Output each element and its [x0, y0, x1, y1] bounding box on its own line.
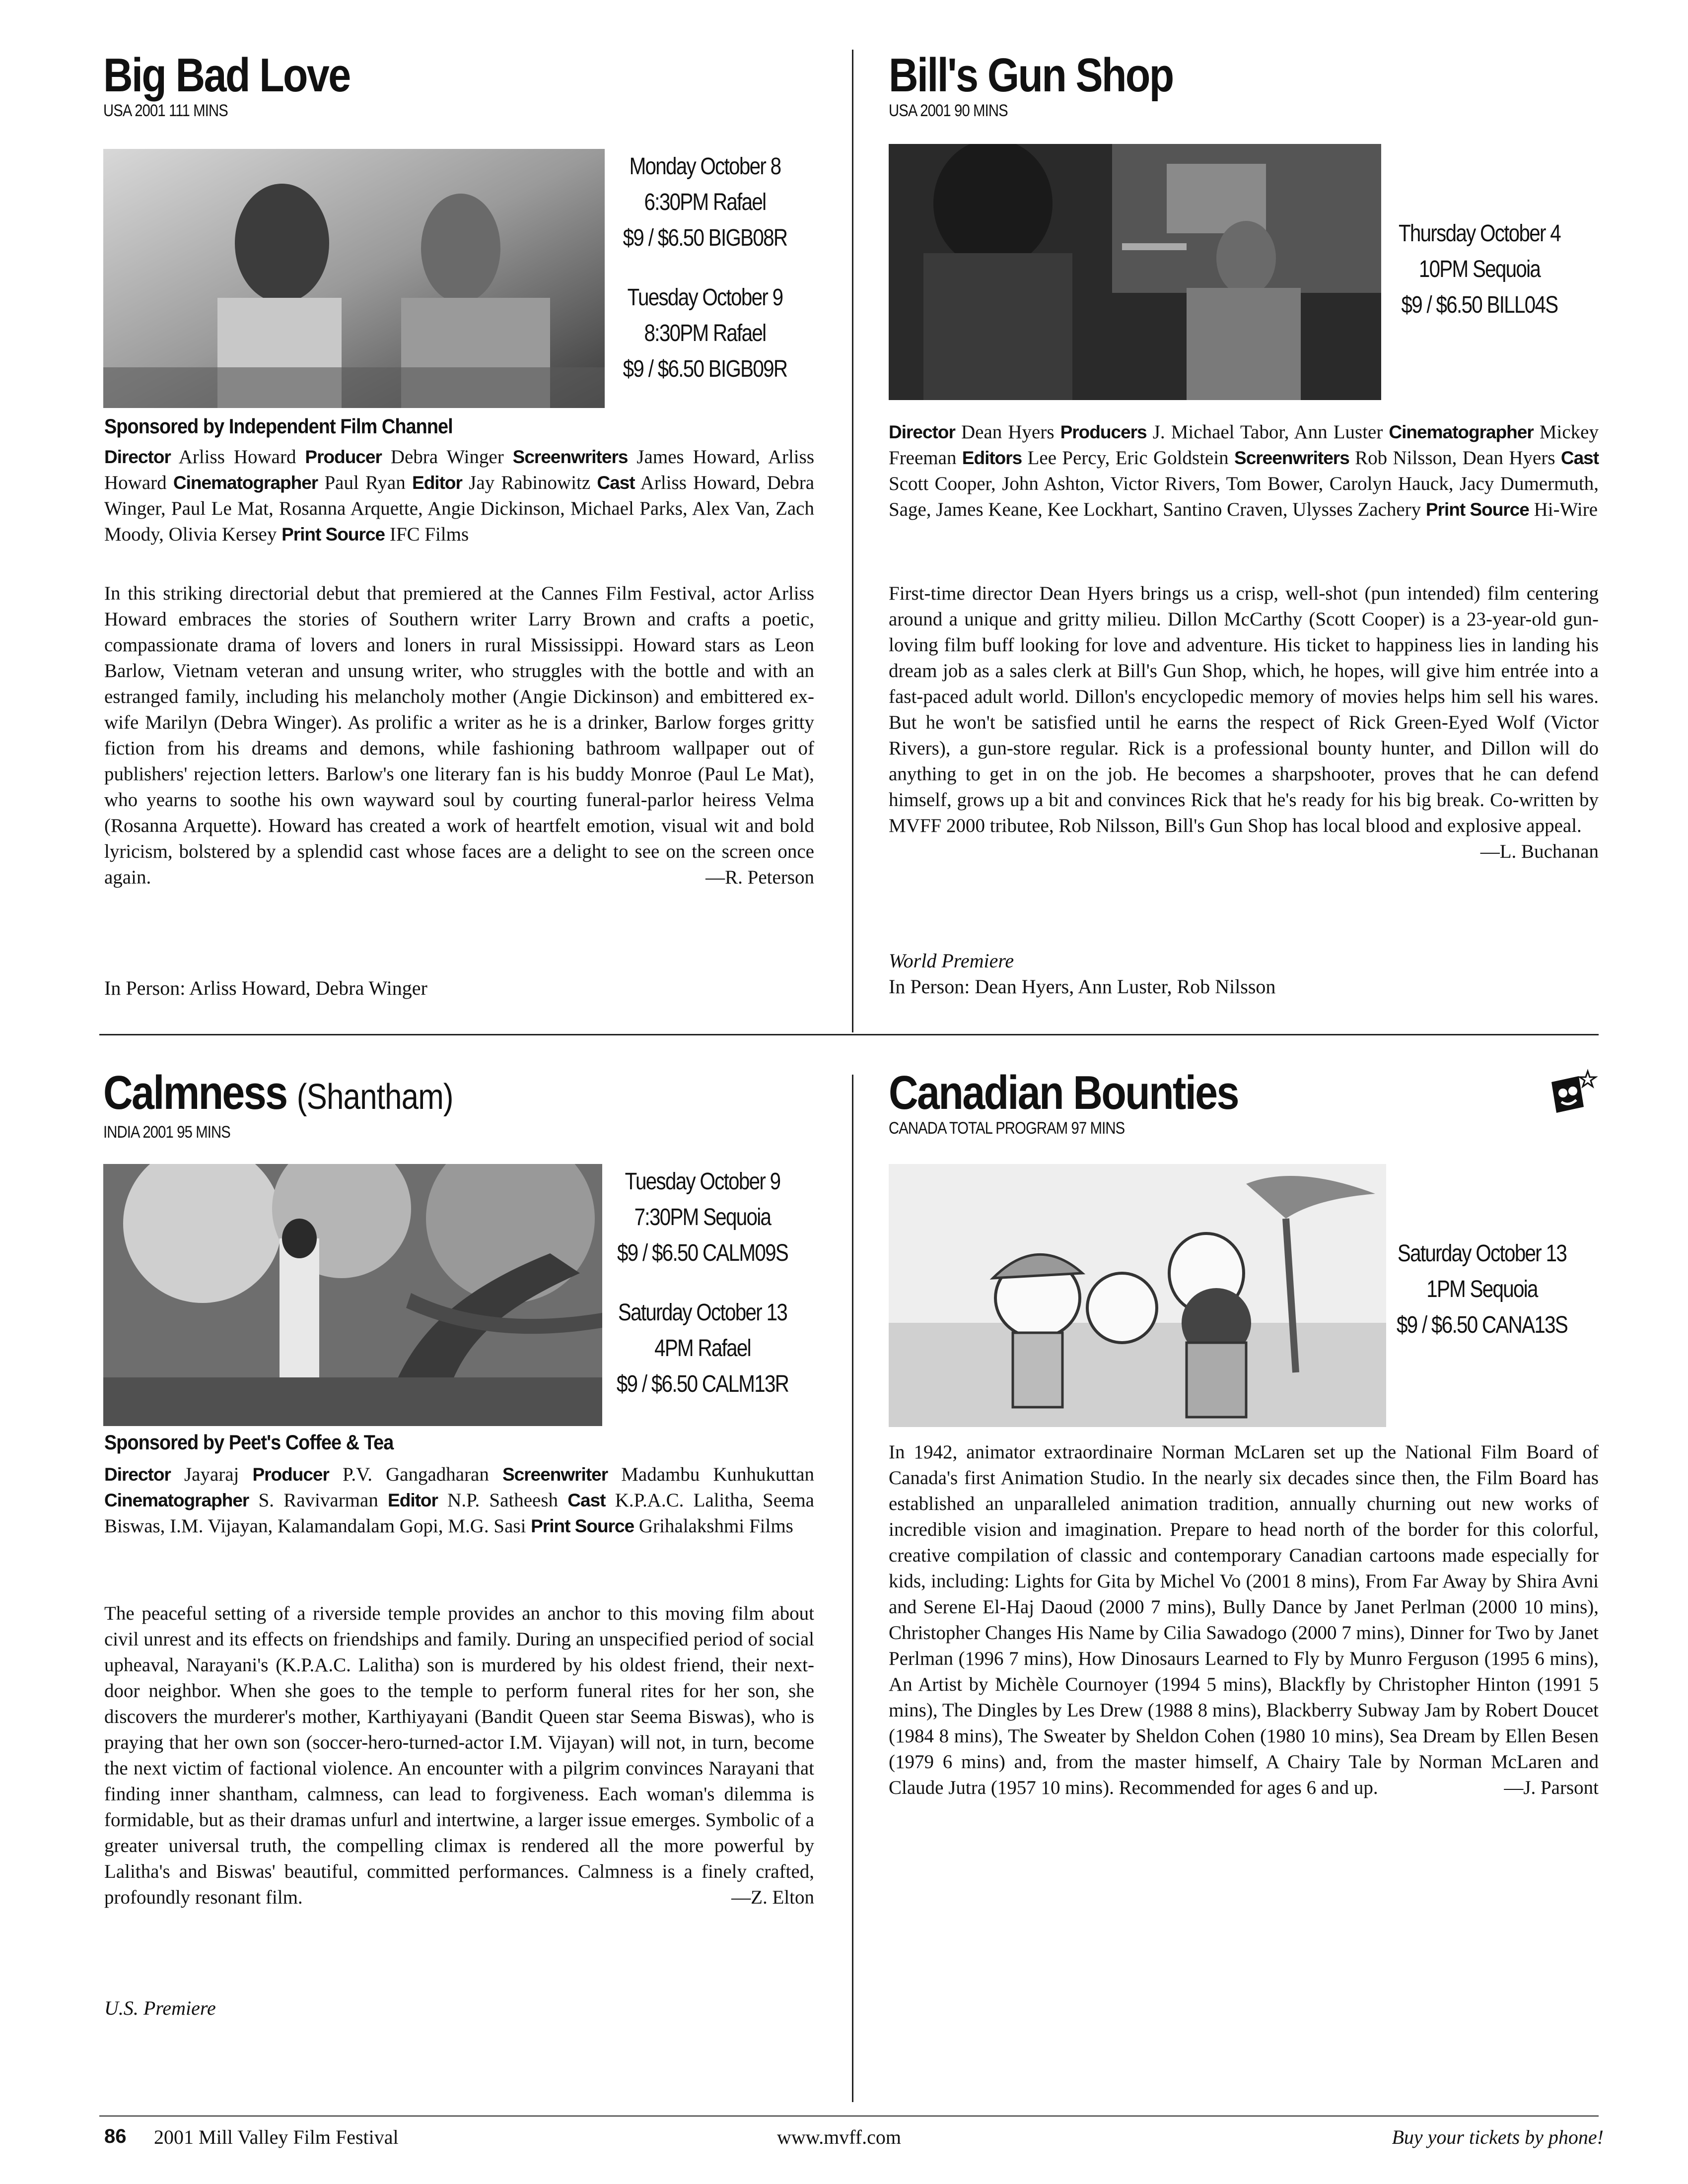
credit-names: N.P. Satheesh — [447, 1490, 559, 1511]
credit-role: Director — [104, 447, 171, 467]
showtime-time: 1PM Sequoia — [1426, 1276, 1538, 1302]
showtime-price: $9 / $6.50 CANA13S — [1396, 1312, 1568, 1338]
credit-role: Editors — [962, 448, 1022, 468]
synopsis-text: First-time director Dean Hyers brings us a crisp, well-shot (pun intended) film centering around a unique and gritty milieu. Dillon McCarthy (Scott Cooper) is a 23-year-old gun-loving film buff looking for love and adventure. His ticket to happiness lies in landing his dream job as a sales clerk at Bill's Gun Shop, which, he hopes, will give him entrée into a fast-paced adult world. Dillon's encyclopedic memory of movies helps him sell his wares. But he won't be satisfied until he earns the respect of Rick Green-Eyed Wolf (Victor Rivers), a gun-store regular. Rick is a professional bounty hunter, and Dillon will do anything to get in on the job. He becomes a sharpshooter, proves that he can defend himself, grows up a bit and convinces Rick that he's ready for his big break. Co-written by MVFF 2000 tributee, Rob Nilsson, Bill's Gun Shop has local blood and explosive appeal. — [889, 583, 1599, 836]
showtime-price: $9 / $6.50 BILL04S — [1401, 292, 1558, 318]
synopsis — [889, 581, 1599, 865]
credits — [889, 419, 1599, 523]
film-title: Canadian Bounties — [889, 1066, 1238, 1119]
showtime[interactable] — [1375, 1236, 1589, 1343]
showtimes — [1375, 1236, 1589, 1367]
showtime[interactable] — [593, 1164, 812, 1271]
credit-names: IFC Films — [389, 524, 469, 545]
credit-names: Jayaraj — [184, 1464, 239, 1485]
credits — [104, 444, 814, 547]
showtimes — [593, 1164, 812, 1426]
credit-role: Cinematographer — [1389, 422, 1534, 442]
festival-url[interactable]: www.mvff.com — [777, 2126, 901, 2148]
film-meta: CANADA TOTAL PROGRAM 97 MINS — [889, 1119, 1125, 1138]
credit-role: Cast — [567, 1490, 606, 1510]
film-meta: USA 2001 111 MINS — [103, 101, 228, 120]
showtimes — [596, 149, 814, 411]
credit-role: Print Source — [281, 524, 385, 545]
showtime-time: 6:30PM Rafael — [644, 189, 766, 215]
showtime[interactable] — [593, 1295, 812, 1402]
film-still — [889, 144, 1381, 400]
credit-role: Editor — [388, 1490, 438, 1510]
credit-names: Madambu Kunhukuttan — [621, 1464, 815, 1485]
credit-role: Cinematographer — [173, 473, 318, 493]
review-byline: —J. Parsont — [1504, 1777, 1599, 1798]
synopsis-text: In this striking directorial debut that premiered at the Cannes Film Festival, actor Arliss Howard embraces the stories of Southern writer Larry Brown and crafts a poetic, compassionate drama of lovers and loners in rural Mississippi. Howard stars as Leon Barlow, Vietnam veteran and unsung writer, who struggles with the bottle and with an estranged family, including his melancholy mother (Angie Dickinson) and embittered ex-wife Marilyn (Debra Winger). As prolific a writer as he is a drinker, Barlow forges gritty fiction from his dreams and demons, while fashioning bathroom wallpaper out of publishers' rejection letters. Barlow's one literary fan is his buddy Monroe (Paul Le Mat), who yearns to soothe his own wayward soul by courting funeral-parlor heiress Velma (Rosanna Arquette). Howard has created a work of heartfelt emotion, visual wit and bold lyricism, bolstered by a splendid cast whose faces are a delight to see on the screen once again. — [104, 583, 814, 888]
credit-role: Cast — [597, 473, 635, 493]
premiere-label: U.S. Premiere — [104, 1997, 216, 2019]
column-divider-bottom — [852, 1075, 853, 2102]
credit-role: Cinematographer — [104, 1490, 249, 1510]
page-footer — [99, 2125, 1604, 2155]
credit-names: S. Ravivarman — [258, 1490, 378, 1511]
synopsis-text: In 1942, animator extraordinaire Norman McLaren set up the National Film Board of Canada's first Animation Studio. In the nearly six decades since then, the Film Board has established an unparalleled animation tradition, annually churning out new works of incredible vision and imagination. Prepare to head north of the border for this colorful, creative compilation of classic and contemporary Canadian cartoons made especially for kids, including: Lights for Gita by Michel Vo (2001 8 mins), From Far Away by Shira Avni and Serene El-Haj Daoud (2000 7 mins), Bully Dance by Janet Perlman (2000 10 mins), Christopher Changes His Name by Cilia Sawadogo (2000 7 mins), Dinner for Two by Janet Perlman (1996 7 mins), How Dinosaurs Learned to Fly by Munro Ferguson (1995 6 mins), An Artist by Michèle Cournoyer (1994 5 mins), Blackfly by Christopher Hinton (1991 5 mins), The Dingles by Les Drew (1988 8 mins), Blackberry Subway Jam by Robert Doucet (1984 8 mins), The Sweater by Sheldon Cohen (1980 10 mins), Sea Dream by Ellen Besen (1979 6 mins) and, from the master himself, A Chairy Tale by Norman McLaren and Claude Jutra (1957 10 mins). Recommended for ages 6 and up. — [889, 1441, 1599, 1798]
row-divider — [99, 1034, 1599, 1035]
column-divider-top — [852, 50, 853, 1032]
credit-names: James Howard, Arliss Howard — [104, 446, 814, 493]
film-meta: USA 2001 90 MINS — [889, 101, 1008, 120]
credit-names: Scott Cooper, John Ashton, Victor Rivers, Tom Bower, Carolyn Hauck, Jacy Dumermuth, Sage, James Keane, Kee Lockhart, Santino Craven, Ulysses Zachery — [889, 473, 1599, 520]
credit-role: Director — [889, 422, 955, 442]
sponsor-line: Sponsored by Peet's Coffee & Tea — [104, 1431, 394, 1454]
credit-role: Cast — [1560, 448, 1599, 468]
showtime-price: $9 / $6.50 BIGB08R — [623, 225, 787, 251]
synopsis — [104, 581, 814, 890]
credit-names: Dean Hyers — [961, 421, 1055, 443]
in-person-note: In Person: Dean Hyers, Ann Luster, Rob Nilsson — [889, 975, 1276, 998]
premiere-note — [104, 1995, 216, 2021]
phone-tagline: Buy your tickets by phone! — [1392, 2126, 1604, 2148]
credit-role: Editor — [412, 473, 462, 493]
premiere-label: World Premiere — [889, 950, 1014, 972]
synopsis — [889, 1439, 1599, 1801]
credit-names: Arliss Howard, Debra Winger, Paul Le Mat, Rosanna Arquette, Angie Dickinson, Michael Parks, Alex Van, Zach Moody, Olivia Kersey — [104, 472, 815, 545]
credit-names: K.P.A.C. Lalitha, Seema Biswas, I.M. Vijayan, Kalamandalam Gopi, M.G. Sasi — [104, 1490, 814, 1537]
showtime[interactable] — [1370, 216, 1589, 323]
showtime-date: Saturday October 13 — [1397, 1240, 1567, 1267]
showtime-date: Tuesday October 9 — [625, 1168, 780, 1195]
credit-names: Rob Nilsson, Dean Hyers — [1355, 447, 1555, 469]
credit-names: Debra Winger — [390, 446, 504, 468]
film-still — [103, 1164, 602, 1426]
sponsor-line: Sponsored by Independent Film Channel — [104, 414, 453, 438]
film-still — [889, 1164, 1386, 1427]
film-still — [103, 149, 605, 408]
credit-role: Director — [104, 1464, 171, 1485]
credit-role: Screenwriter — [502, 1464, 608, 1485]
festival-name: 2001 Mill Valley Film Festival — [154, 2126, 399, 2148]
credit-role: Print Source — [1425, 499, 1529, 520]
credit-names: P.V. Gangadharan — [342, 1464, 489, 1485]
showtime-time: 10PM Sequoia — [1418, 256, 1541, 282]
synopsis-text: The peaceful setting of a riverside temple provides an anchor to this moving film about civil unrest and its effects on friendships and family. During an unspecified period of social upheaval, Narayani's (K.P.A.C. Lalitha) son is murdered by his oldest friend, their next-door neighbor. When she goes to the temple to perform funeral rites for her son, she discovers the murderer's mother, Karthiyayani (Bandit Queen star Seema Biswas), who is praying that her own son (soccer-hero-turned-actor I.M. Vijayan) will not, in turn, become the next victim of factional violence. An encounter with a pilgrim convinces Narayani that finding inner shantham, calmness, can lead to forgiveness. Each woman's dilemma is formidable, but as their dramas unfurl and intertwine, a larger issue emerges. Symbolic of a greater universal truth, the compelling climax is rendered all the more powerful by Lalitha's and Biswas' beautiful, committed performances. Calmness is a finely crafted, profoundly resonant film. — [104, 1603, 814, 1908]
film-title — [103, 1067, 722, 1123]
credits — [104, 1462, 814, 1539]
showtime-price: $9 / $6.50 BIGB09R — [623, 356, 787, 382]
showtime-date: Tuesday October 9 — [627, 284, 783, 311]
film-title-main: Calmness — [103, 1066, 287, 1119]
synopsis — [104, 1601, 814, 1911]
showtime[interactable] — [596, 280, 814, 387]
review-byline: —L. Buchanan — [1480, 841, 1599, 862]
credit-role: Producers — [1060, 422, 1147, 442]
showtime-time: 4PM Rafael — [654, 1335, 751, 1362]
review-byline: —R. Peterson — [705, 867, 814, 888]
credit-names: Lee Percy, Eric Goldstein — [1027, 447, 1229, 469]
showtime[interactable] — [596, 149, 814, 256]
credit-names: Paul Ryan — [324, 472, 406, 493]
page-number: 86 — [104, 2125, 127, 2147]
film-title-alt: (Shantham) — [296, 1077, 453, 1117]
showtimes — [1370, 216, 1589, 347]
premiere-note — [889, 948, 1275, 1000]
credit-role: Print Source — [531, 1516, 634, 1536]
credit-role: Screenwriters — [1234, 448, 1349, 468]
credit-names: J. Michael Tabor, Ann Luster — [1152, 421, 1383, 443]
credit-names: Mickey Freeman — [889, 421, 1599, 469]
review-byline: —Z. Elton — [731, 1887, 814, 1908]
credit-role: Producer — [252, 1464, 329, 1485]
film-title: Big Bad Love — [103, 49, 350, 102]
credit-names: Grihalakshmi Films — [638, 1515, 793, 1537]
showtime-date: Thursday October 4 — [1398, 220, 1561, 247]
film-title: Bill's Gun Shop — [889, 49, 1173, 102]
credit-role: Producer — [305, 447, 382, 467]
credit-names: Hi-Wire — [1534, 499, 1598, 520]
film-meta: INDIA 2001 95 MINS — [103, 1123, 230, 1142]
showtime-date: Monday October 8 — [629, 153, 781, 180]
family-film-icon — [1544, 1067, 1599, 1122]
showtime-time: 8:30PM Rafael — [644, 320, 766, 346]
in-person-note: In Person: Arliss Howard, Debra Winger — [104, 977, 427, 999]
credit-names: Jay Rabinowitz — [469, 472, 591, 493]
credit-role: Screenwriters — [512, 447, 628, 467]
showtime-price: $9 / $6.50 CALM09S — [617, 1240, 788, 1266]
credit-names: Arliss Howard — [178, 446, 296, 468]
showtime-time: 7:30PM Sequoia — [634, 1204, 771, 1230]
showtime-date: Saturday October 13 — [618, 1299, 787, 1326]
showtime-price: $9 / $6.50 CALM13R — [616, 1371, 789, 1397]
